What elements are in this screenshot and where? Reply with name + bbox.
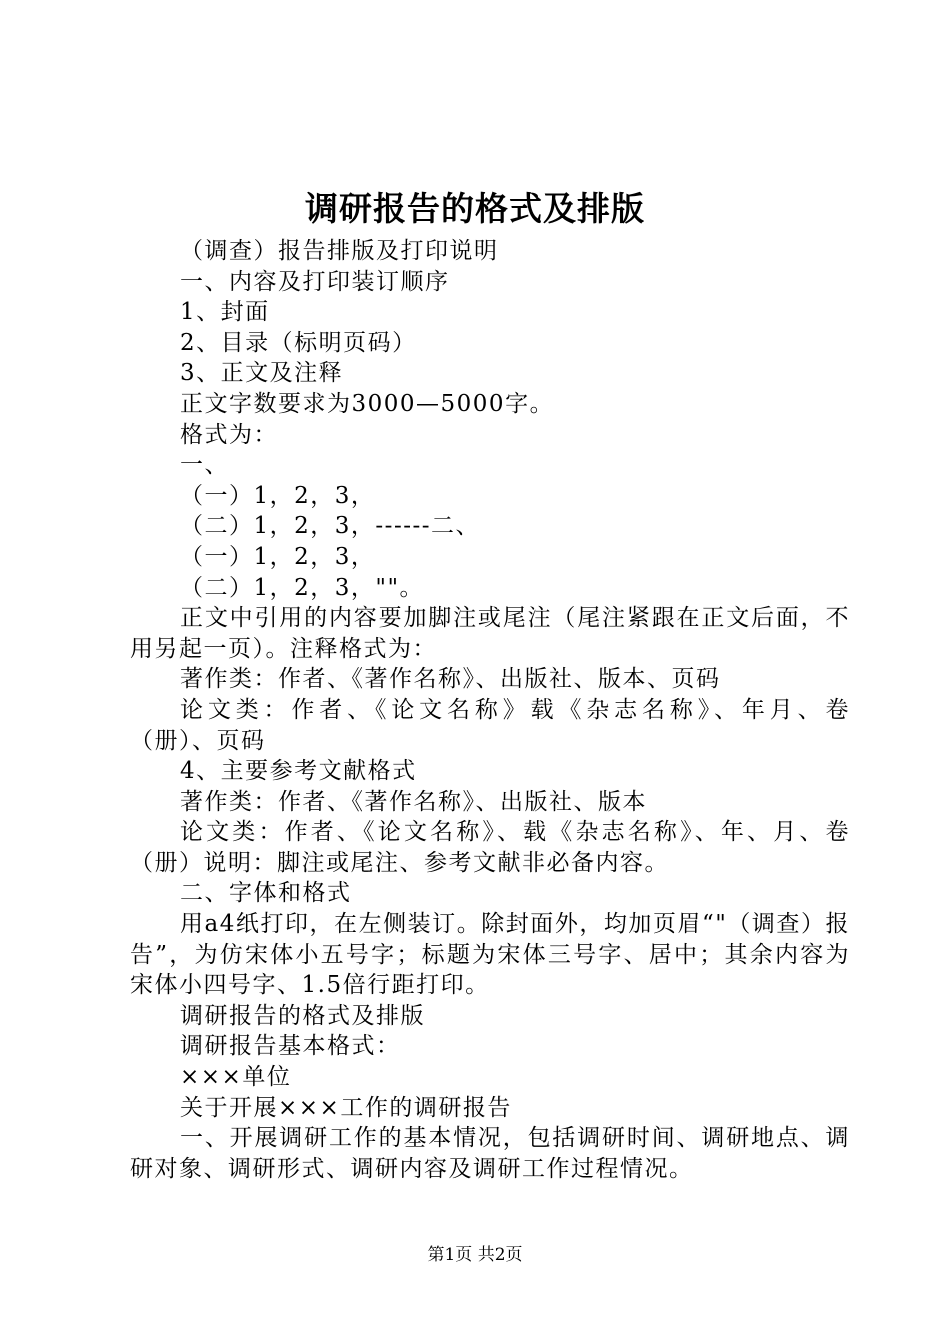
paragraph: 论文类：作者、《论文名称》载《杂志名称》、年月、卷（册）、页码 xyxy=(130,696,850,754)
document-title: 调研报告的格式及排版 xyxy=(305,189,645,228)
paragraph: （调查）报告排版及打印说明 xyxy=(180,238,499,264)
paragraph: 正文字数要求为3000—5000字。 xyxy=(180,390,555,417)
paragraph: 3、正文及注释 xyxy=(180,360,344,387)
paragraph: 用a4纸打印，在左侧装订。除封面外，均加页眉“"（调查）报告”，为仿宋体小五号字；标题为宋体三号字、居中；其余内容为宋体小四号字、1.5倍行距打印。 xyxy=(130,911,850,999)
paragraph: 著作类：作者、《著作名称》、出版社、版本、页码 xyxy=(180,666,721,693)
paragraph: 关于开展×××工作的调研报告 xyxy=(180,1094,512,1121)
paragraph: 论文类：作者、《论文名称》、载《杂志名称》、年、月、卷（册）说明：脚注或尾注、参考文献非必备内容。 xyxy=(130,819,850,876)
paragraph: （一）1，2，3， xyxy=(180,543,376,570)
paragraph: 调研报告的格式及排版 xyxy=(180,1002,425,1029)
paragraph: 1、封面 xyxy=(180,299,270,326)
paragraph: 著作类：作者、《著作名称》、出版社、版本 xyxy=(180,788,647,815)
paragraph: 调研报告基本格式： xyxy=(180,1033,401,1060)
document-body xyxy=(130,236,850,1184)
paragraph: （二）1，2，3，------二、 xyxy=(180,513,481,540)
paragraph: （二）1，2，3，""。 xyxy=(180,574,425,601)
section-heading: 一、内容及打印装订顺序 xyxy=(180,268,450,295)
paragraph: 一、 xyxy=(180,452,229,479)
paragraph: 2、目录（标明页码） xyxy=(180,329,417,356)
page-footer: 第1页 共2页 xyxy=(427,1245,523,1265)
paragraph: 格式为： xyxy=(180,421,278,448)
paragraph: 4、主要参考文献格式 xyxy=(180,758,417,785)
paragraph: ×××单位 xyxy=(180,1064,292,1091)
paragraph: 正文中引用的内容要加脚注或尾注（尾注紧跟在正文后面，不用另起一页）。注释格式为： xyxy=(130,605,850,662)
paragraph: 一、开展调研工作的基本情况，包括调研时间、调研地点、调研对象、调研形式、调研内容及调研工作过程情况。 xyxy=(130,1125,850,1182)
paragraph: （一）1，2，3， xyxy=(180,482,376,509)
section-heading: 二、字体和格式 xyxy=(180,880,352,907)
